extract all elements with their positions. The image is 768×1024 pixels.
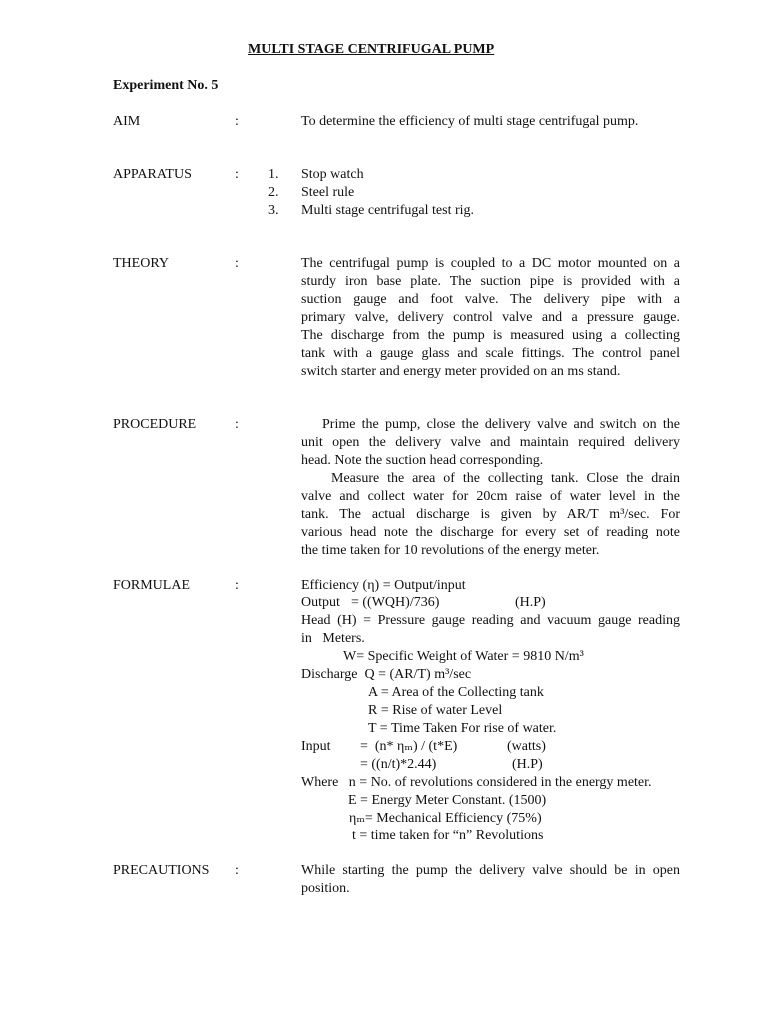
formula-t: t = time taken for “n” Revolutions	[352, 828, 544, 843]
precautions-label: PRECAUTIONS	[113, 863, 210, 878]
colon: :	[235, 256, 239, 271]
formula-where: Where n = No. of revolutions considered in the energy meter.	[301, 775, 652, 790]
theory-line: tank with a gauge glass and scale fittings. The control panel	[301, 346, 680, 361]
theory-line: suction gauge and foot valve. The delivery pipe with a	[301, 292, 680, 307]
precautions-line: While starting the pump the delivery valve should be in open	[301, 863, 680, 878]
procedure-line: Prime the pump, close the delivery valve and switch on the	[322, 417, 680, 432]
formula-output-unit: (H.P)	[515, 595, 546, 610]
precautions-line: position.	[301, 881, 350, 896]
page-title: MULTI STAGE CENTRIFUGAL PUMP	[248, 42, 495, 57]
aim-label: AIM	[113, 114, 141, 129]
colon: :	[235, 578, 239, 593]
procedure-line: unit open the delivery valve and maintain required delivery	[301, 435, 680, 450]
list-number: 1.	[268, 167, 279, 182]
formula-t: T = Time Taken For rise of water.	[368, 721, 557, 736]
list-number: 2.	[268, 185, 279, 200]
theory-line: primary valve, delivery control valve and a pressure gauge.	[301, 310, 680, 325]
theory-line: The discharge from the pump is measured using a collecting	[301, 328, 680, 343]
apparatus-item: Multi stage centrifugal test rig.	[301, 203, 475, 218]
theory-label: THEORY	[113, 256, 169, 271]
list-number: 3.	[268, 203, 279, 218]
colon: :	[235, 114, 239, 129]
colon: :	[235, 863, 239, 878]
colon: :	[235, 417, 239, 432]
procedure-line: valve and collect water for 20cm raise of water level in the	[301, 489, 680, 504]
formula-r: R = Rise of water Level	[368, 703, 503, 718]
procedure-line: various head note the discharge for every set of reading note	[301, 525, 680, 540]
formula-input: = ((n/t)*2.44)	[360, 757, 437, 772]
formula-head: in Meters.	[301, 631, 365, 646]
formula-e: E = Energy Meter Constant. (1500)	[348, 793, 547, 808]
aim-text: To determine the efficiency of multi stage centrifugal pump.	[301, 114, 639, 129]
formula-input-label: Input	[301, 739, 331, 754]
procedure-line: head. Note the suction head corresponding.	[301, 453, 544, 468]
theory-line: The centrifugal pump is coupled to a DC motor mounted on a	[301, 256, 680, 271]
formula-output: = ((WQH)/736)	[351, 595, 440, 610]
formula-input: = (n* ηₘ) / (t*E)	[360, 739, 458, 754]
procedure-line: Measure the area of the collecting tank. Close the drain	[331, 471, 680, 486]
theory-line: switch starter and energy meter provided on an ms stand.	[301, 364, 621, 379]
formula-w: W= Specific Weight of Water = 9810 N/m³	[343, 649, 584, 664]
formula-head: Head (H) = Pressure gauge reading and vacuum gauge reading	[301, 613, 680, 628]
formulae-label: FORMULAE	[113, 578, 191, 593]
formula-a: A = Area of the Collecting tank	[368, 685, 544, 700]
formula-discharge: Discharge Q = (AR/T) m³/sec	[301, 667, 472, 682]
formula-input-unit: (watts)	[507, 739, 546, 754]
formula-eta-m: ηₘ= Mechanical Efficiency (75%)	[349, 811, 542, 826]
theory-line: sturdy iron base plate. The suction pipe is provided with a	[301, 274, 680, 289]
experiment-number: Experiment No. 5	[113, 78, 219, 93]
procedure-label: PROCEDURE	[113, 417, 197, 432]
apparatus-item: Steel rule	[301, 185, 355, 200]
formula-input-unit: (H.P)	[512, 757, 543, 772]
colon: :	[235, 167, 239, 182]
procedure-line: the time taken for 10 revolutions of the energy meter.	[301, 543, 600, 558]
apparatus-item: Stop watch	[301, 167, 364, 182]
formula-output-label: Output	[301, 595, 340, 610]
apparatus-label: APPARATUS	[113, 167, 192, 182]
formula-efficiency: Efficiency (η) = Output/input	[301, 578, 466, 593]
procedure-line: tank. The actual discharge is given by AR/T m³/sec. For	[301, 507, 680, 522]
